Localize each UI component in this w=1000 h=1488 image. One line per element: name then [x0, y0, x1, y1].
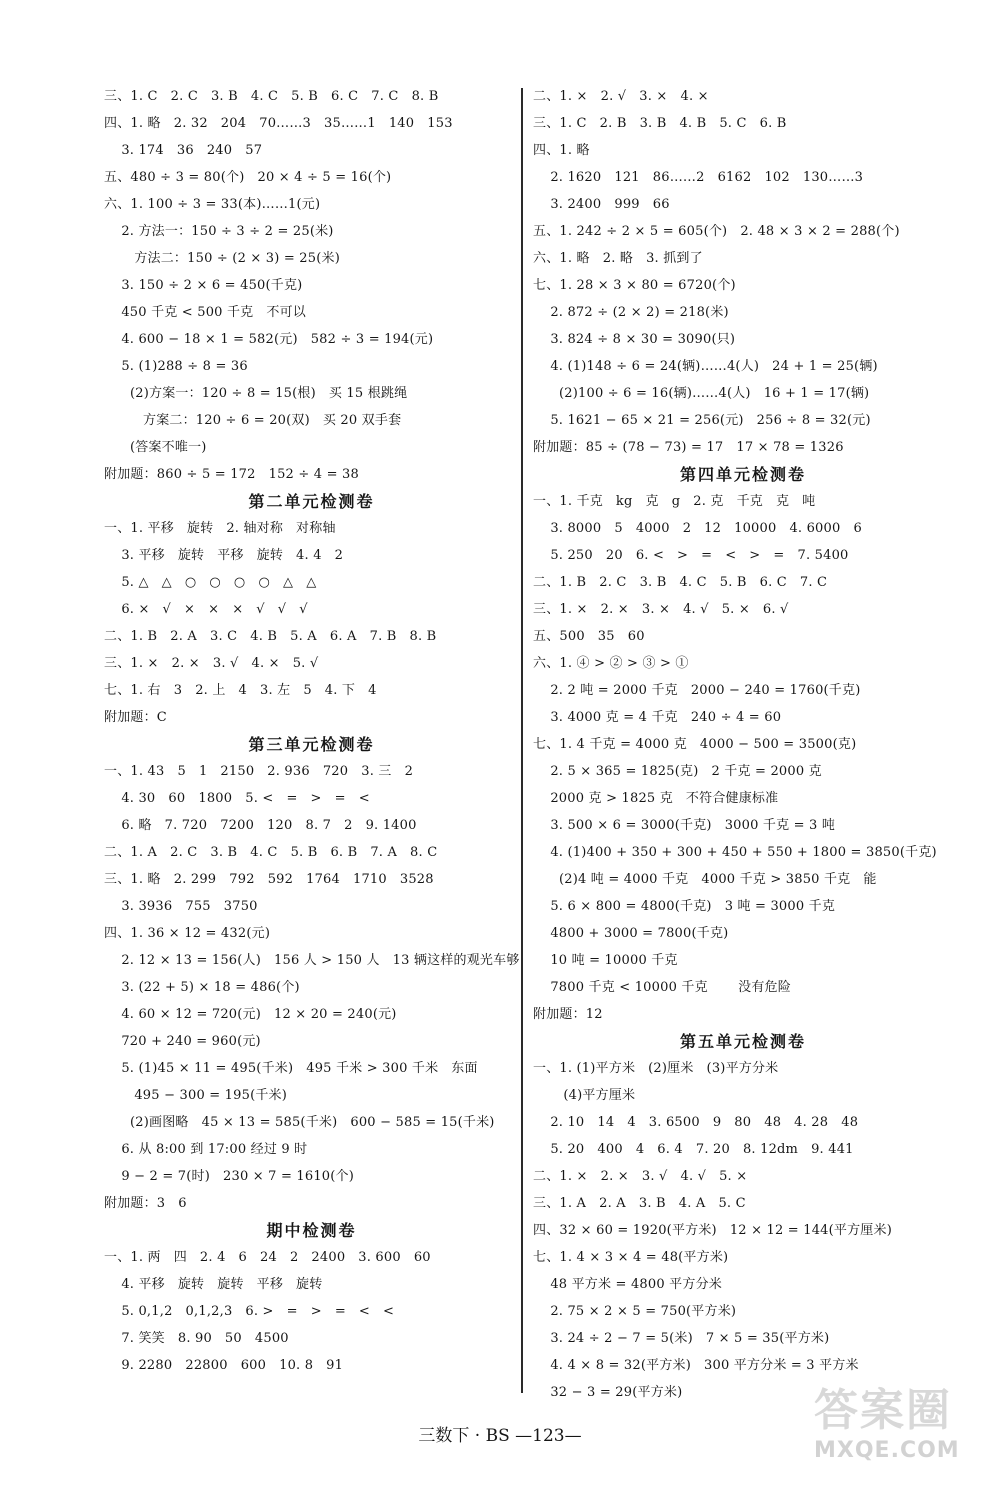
section-heading: 期中检测卷: [266, 1221, 357, 1240]
answer-line: 七、1. 4 千克 = 4000 克 4000 − 500 = 3500(克): [533, 737, 857, 752]
answer-line: 3. 174 36 240 57: [104, 143, 263, 158]
section-heading: 第二单元检测卷: [248, 492, 375, 511]
answer-line: 10 吨 = 10000 千克: [533, 953, 678, 968]
answer-line: 2. 75 × 2 × 5 = 750(平方米): [533, 1304, 737, 1319]
answer-line: 附加题：85 ÷ (78 − 73) = 17 17 × 78 = 1326: [533, 440, 844, 455]
answer-line: 3. 824 ÷ 8 × 30 = 3090(只): [533, 332, 736, 347]
answer-line: 3. (22 + 5) × 18 = 486(个): [104, 980, 300, 995]
answer-line: 二、1. B 2. C 3. B 4. C 5. B 6. C 7. C: [533, 575, 828, 590]
answer-line: 4. 4 × 8 = 32(平方米) 300 平方分米 = 3 平方米: [533, 1358, 859, 1373]
answer-line: 2000 克 > 1825 克 不符合健康标准: [533, 791, 779, 806]
answer-line: 七、1. 右 3 2. 上 4 3. 左 5 4. 下 4: [104, 683, 377, 698]
answer-line: 六、1. ④ > ② > ③ > ①: [533, 656, 689, 671]
answer-line: 720 + 240 = 960(元): [104, 1034, 261, 1049]
answer-line: 四、1. 36 × 12 = 432(元): [104, 926, 271, 941]
right-answer-column: [533, 83, 953, 1406]
answer-line: 五、1. 242 ÷ 2 × 5 = 605(个) 2. 48 × 3 × 2 = 288(个): [533, 224, 900, 239]
answer-line: 三、1. 略 2. 299 792 592 1764 1710 3528: [104, 872, 434, 887]
answer-line: 一、1. 43 5 1 2150 2. 936 720 3. 三 2: [104, 764, 414, 779]
page-footer: 三数下 · BS —123—: [418, 1426, 582, 1446]
answer-line: 4. 平移 旋转 旋转 平移 旋转: [104, 1277, 323, 1292]
answer-line: 5. (1)45 × 11 = 495(千米) 495 千米 > 300 千米 东面: [104, 1061, 478, 1076]
left-answer-column: [104, 83, 519, 1379]
answer-line: 3. 8000 5 4000 2 12 10000 4. 6000 6: [533, 521, 862, 536]
answer-line: 6. 从 8:00 到 17:00 经过 9 时: [104, 1142, 308, 1157]
answer-line: 四、32 × 60 = 1920(平方米) 12 × 12 = 144(平方厘米): [533, 1223, 892, 1238]
answer-line: 六、1. 略 2. 略 3. 抓到了: [533, 251, 703, 266]
answer-line: (4)平方厘米: [533, 1088, 636, 1103]
answer-line: 5. (1)288 ÷ 8 = 36: [104, 359, 248, 374]
section-heading: 第五单元检测卷: [679, 1032, 806, 1051]
answer-line: 3. 2400 999 66: [533, 197, 670, 212]
watermark-url: MXQE.COM: [814, 1438, 960, 1463]
answer-line: 4. (1)148 ÷ 6 = 24(辆)……4(人) 24 + 1 = 25(辆): [533, 359, 878, 374]
answer-line: 32 − 3 = 29(平方米): [533, 1385, 683, 1400]
answer-line: 二、1. A 2. C 3. B 4. C 5. B 6. B 7. A 8. C: [104, 845, 438, 860]
answer-line: 2. 5 × 365 = 1825(克) 2 千克 = 2000 克: [533, 764, 822, 779]
section-heading: 第四单元检测卷: [679, 465, 806, 484]
section-heading: 第三单元检测卷: [248, 735, 375, 754]
answer-line: (2)4 吨 = 4000 千克 4000 千克 > 3850 千克 能: [533, 872, 877, 887]
answer-line: 五、480 ÷ 3 = 80(个) 20 × 4 ÷ 5 = 16(个): [104, 170, 392, 185]
answer-line: 一、1. 两 四 2. 4 6 24 2 2400 3. 600 60: [104, 1250, 431, 1265]
answer-line: 附加题：C: [104, 710, 167, 725]
answer-line: 2. 方法一：150 ÷ 3 ÷ 2 = 25(米): [104, 224, 334, 239]
answer-line: 方案二：120 ÷ 6 = 20(双) 买 20 双手套: [104, 413, 402, 428]
answer-line: 2. 1620 121 86……2 6162 102 130……3: [533, 170, 864, 185]
answer-line: 2. 10 14 4 3. 6500 9 80 48 4. 28 48: [533, 1115, 859, 1130]
watermark-logo-text: 答案圈: [814, 1385, 952, 1436]
answer-line: 5. 6 × 800 = 4800(千克) 3 吨 = 3000 千克: [533, 899, 836, 914]
answer-line: 5. 1621 − 65 × 21 = 256(元) 256 ÷ 8 = 32(元): [533, 413, 871, 428]
watermark-logo: [814, 1374, 982, 1463]
answer-line: 一、1. 千克 kg 克 g 2. 克 千克 克 吨: [533, 494, 816, 509]
answer-line: 4. 600 − 18 × 1 = 582(元) 582 ÷ 3 = 194(元): [104, 332, 434, 347]
answer-line: 4. (1)400 + 350 + 300 + 450 + 550 + 1800 = 3850(千克): [533, 845, 937, 860]
answer-line: 一、1. (1)平方米 (2)厘米 (3)平方分米: [533, 1061, 779, 1076]
answer-line: 3. 平移 旋转 平移 旋转 4. 4 2: [104, 548, 344, 563]
answer-line: 5. 0,1,2 0,1,2,3 6. > = > = < <: [104, 1304, 395, 1319]
answer-line: 4. 30 60 1800 5. < = > = <: [104, 791, 370, 806]
answer-line: 一、1. 平移 旋转 2. 轴对称 对称轴: [104, 521, 336, 536]
answer-line: 450 千克 < 500 千克 不可以: [104, 305, 306, 320]
answer-line: 六、1. 100 ÷ 3 = 33(本)……1(元): [104, 197, 321, 212]
answer-line: 7800 千克 < 10000 千克 没有危险: [533, 980, 791, 995]
answer-line: 方法二：150 ÷ (2 × 3) = 25(米): [104, 251, 340, 266]
answer-line: 9. 2280 22800 600 10. 8 91: [104, 1358, 344, 1373]
answer-line: 4800 + 3000 = 7800(千克): [533, 926, 729, 941]
answer-line: 3. 150 ÷ 2 × 6 = 450(千克): [104, 278, 303, 293]
answer-line: 2. 872 ÷ (2 × 2) = 218(米): [533, 305, 729, 320]
answer-line: 三、1. × 2. × 3. × 4. √ 5. × 6. √: [533, 602, 789, 617]
answer-line: 4. 60 × 12 = 720(元) 12 × 20 = 240(元): [104, 1007, 397, 1022]
answer-line: 9 − 2 = 7(时) 230 × 7 = 1610(个): [104, 1169, 355, 1184]
answer-line: 5. 20 400 4 6. 4 7. 20 8. 12dm 9. 441: [533, 1142, 854, 1157]
answer-line: 3. 24 ÷ 2 − 7 = 5(米) 7 × 5 = 35(平方米): [533, 1331, 830, 1346]
answer-line: 三、1. C 2. C 3. B 4. C 5. B 6. C 7. C 8. B: [104, 89, 439, 104]
answer-line: 三、1. A 2. A 3. B 4. A 5. C: [533, 1196, 746, 1211]
answer-line: 二、1. B 2. A 3. C 4. B 5. A 6. A 7. B 8. B: [104, 629, 437, 644]
answer-line: 5. 250 20 6. < > = < > = 7. 5400: [533, 548, 849, 563]
answer-line: (2)100 ÷ 6 = 16(辆)……4(人) 16 + 1 = 17(辆): [533, 386, 870, 401]
answer-line: 附加题：860 ÷ 5 = 172 152 ÷ 4 = 38: [104, 467, 359, 482]
column-divider: [521, 88, 523, 1393]
answer-line: 6. × √ × × × √ √ √: [104, 602, 308, 617]
answer-line: 附加题：3 6: [104, 1196, 187, 1211]
answer-line: 三、1. C 2. B 3. B 4. B 5. C 6. B: [533, 116, 787, 131]
answer-line: (2)画图略 45 × 13 = 585(千米) 600 − 585 = 15(千米): [104, 1115, 495, 1130]
answer-line: 七、1. 28 × 3 × 80 = 6720(个): [533, 278, 736, 293]
answer-line: 2. 2 吨 = 2000 千克 2000 − 240 = 1760(千克): [533, 683, 861, 698]
answer-line: 7. 笑笑 8. 90 50 4500: [104, 1331, 289, 1346]
answer-line: 6. 略 7. 720 7200 120 8. 7 2 9. 1400: [104, 818, 417, 833]
answer-line: 2. 12 × 13 = 156(人) 156 人 > 150 人 13 辆这样的观光车够: [104, 953, 520, 968]
answer-line: 48 平方米 = 4800 平方分米: [533, 1277, 722, 1292]
answer-line: 3. 3936 755 3750: [104, 899, 258, 914]
answer-line: 七、1. 4 × 3 × 4 = 48(平方米): [533, 1250, 729, 1265]
answer-line: 附加题：12: [533, 1007, 603, 1022]
answer-line: 三、1. × 2. × 3. √ 4. × 5. √: [104, 656, 319, 671]
answer-line: 四、1. 略 2. 32 204 70……3 35……1 140 153: [104, 116, 453, 131]
answer-line: 五、500 35 60: [533, 629, 645, 644]
answer-line: 3. 4000 克 = 4 千克 240 ÷ 4 = 60: [533, 710, 782, 725]
answer-line: 二、1. × 2. × 3. √ 4. √ 5. ×: [533, 1169, 748, 1184]
answer-line: 3. 500 × 6 = 3000(千克) 3000 千克 = 3 吨: [533, 818, 836, 833]
answer-line: 二、1. × 2. √ 3. × 4. ×: [533, 89, 709, 104]
answer-line: 5. △ △ ○ ○ ○ ○ △ △: [104, 575, 317, 590]
answer-line: 四、1. 略: [533, 143, 590, 158]
answer-line: (答案不唯一): [104, 440, 207, 455]
answer-line: 495 − 300 = 195(千米): [104, 1088, 288, 1103]
answer-line: (2)方案一：120 ÷ 8 = 15(根) 买 15 根跳绳: [104, 386, 408, 401]
